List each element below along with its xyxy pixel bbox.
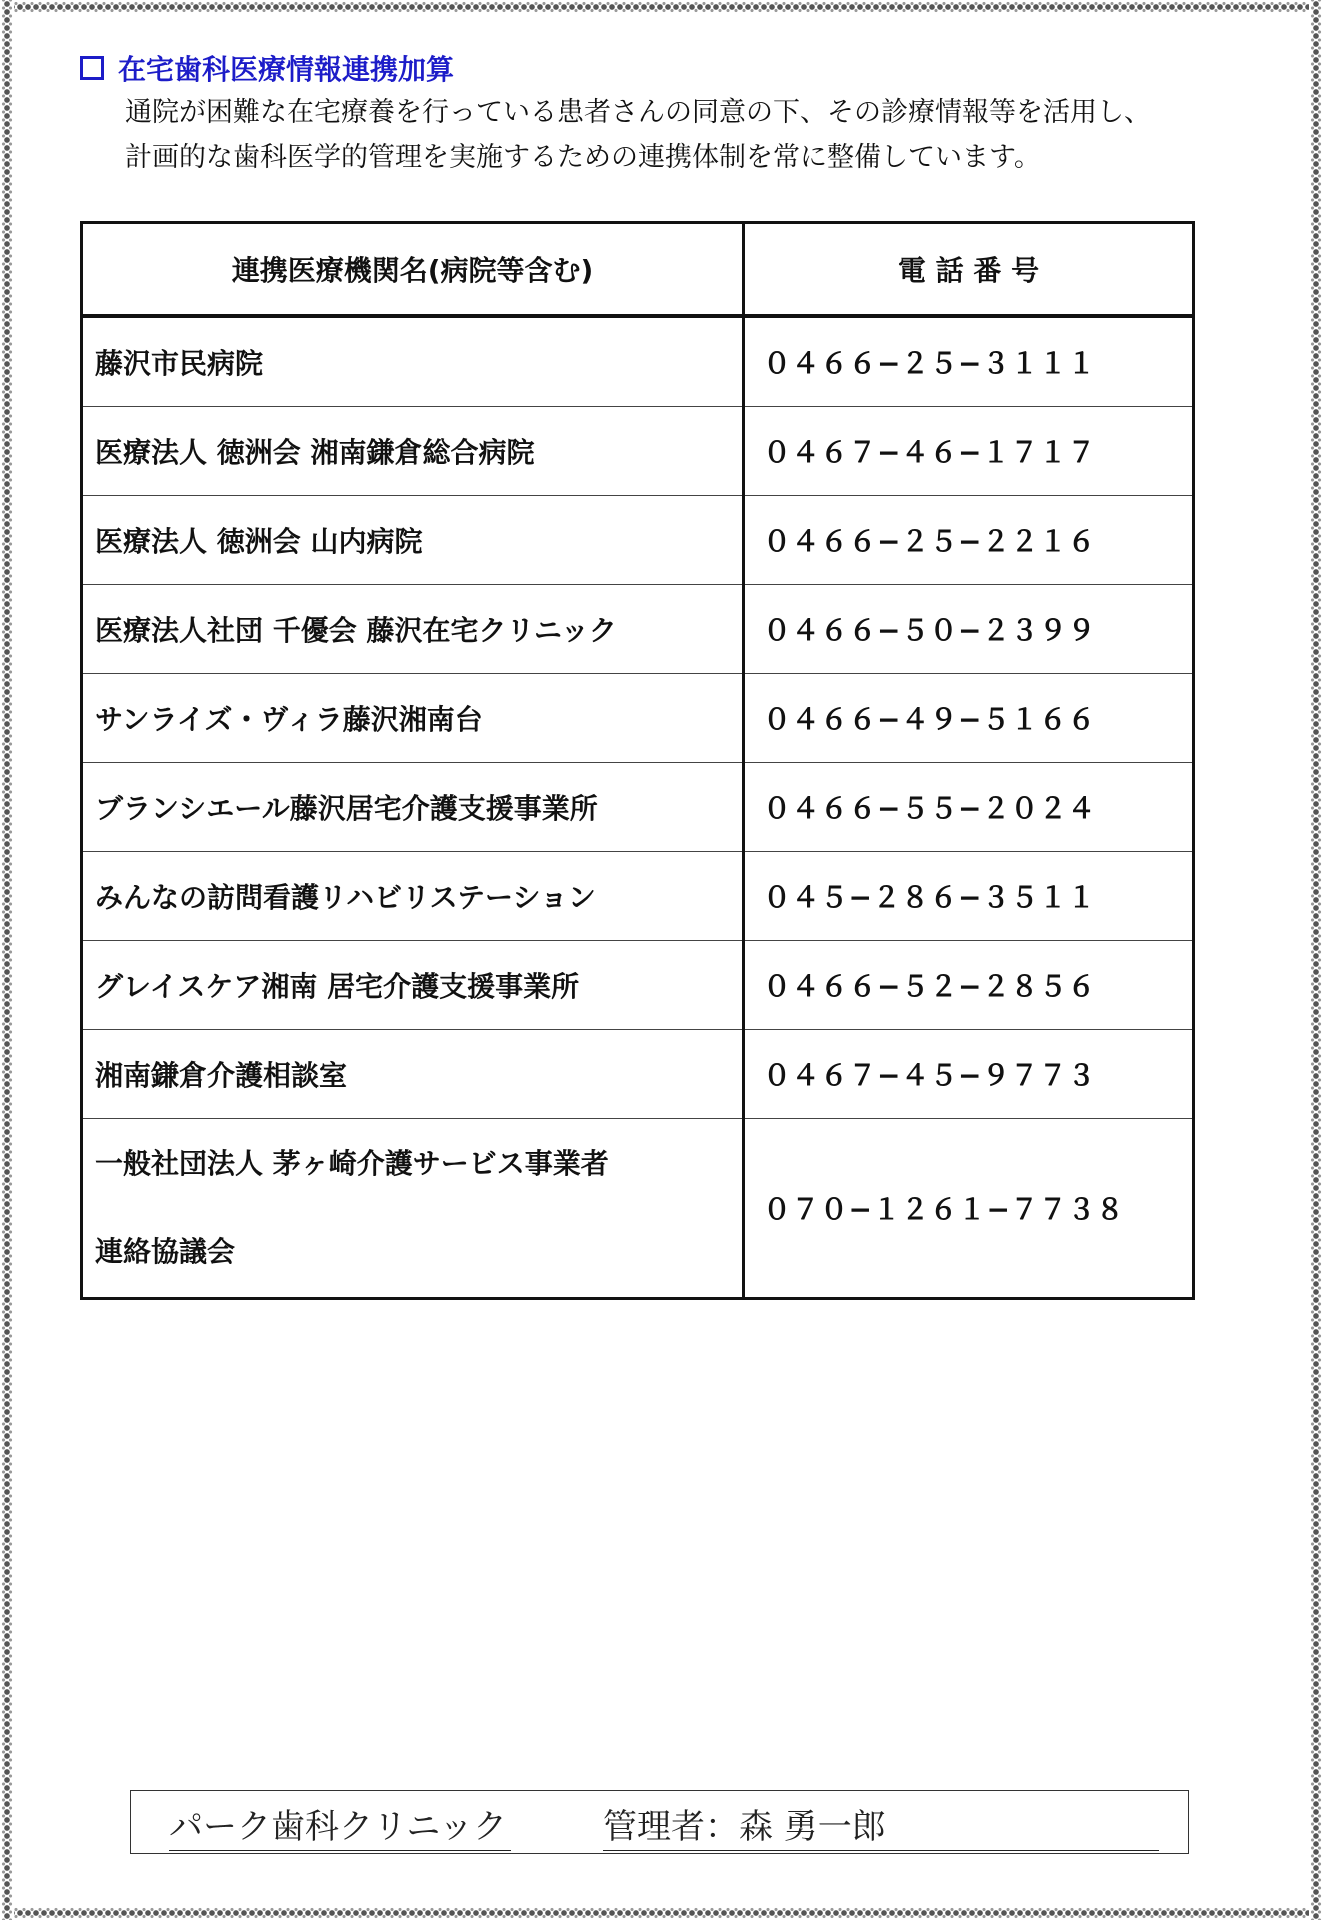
institution-name: みんなの訪問看護リハビリステーション [82,852,744,941]
table-row [82,763,1194,852]
section-title: 在宅歯科医療情報連携加算 [118,53,455,86]
institution-name-line-2: 連絡協議会 [95,1235,236,1268]
phone-number: ０４６６−５５−２０２４ [744,763,1194,852]
institution-name: 医療法人社団 千優会 藤沢在宅クリニック [82,585,744,674]
table-row [82,674,1194,763]
table-row [82,1030,1194,1119]
clinic-name: パーク歯科クリニック [169,1799,511,1851]
phone-number: ０４６６−２５−３１１１ [744,316,1194,407]
institution-name: サンライズ・ヴィラ藤沢湘南台 [82,674,744,763]
header-phone-number: 電 話 番 号 [744,223,1194,317]
institution-name: ブランシエール藤沢居宅介護支援事業所 [82,763,744,852]
phone-number: ０４６６−２５−２２１６ [744,496,1194,585]
phone-number: ０４６７−４６−１７１７ [744,407,1194,496]
institution-name [82,1119,744,1299]
footer-signature-box [130,1790,1189,1854]
phone-number: ０４６６−５０−２３９９ [744,585,1194,674]
table-row [82,316,1194,407]
section-heading [80,48,454,88]
institution-name: 医療法人 徳洲会 湘南鎌倉総合病院 [82,407,744,496]
header-institution-name: 連携医療機関名(病院等含む) [82,223,744,317]
border-top [0,0,1323,14]
institution-name: 医療法人 徳洲会 山内病院 [82,496,744,585]
border-bottom [0,1906,1323,1920]
intro-text [125,90,1275,180]
checkbox-icon [80,56,104,80]
phone-number: ０７０−１２６１−７７３８ [744,1119,1194,1299]
intro-line-2: 計画的な歯科医学的管理を実施するための連携体制を常に整備しています。 [125,142,1041,173]
phone-number: ０４５−２８６−３５１１ [744,852,1194,941]
phone-number: ０４６６−４９−５１６６ [744,674,1194,763]
table-row [82,1119,1194,1299]
institution-name: 湘南鎌倉介護相談室 [82,1030,744,1119]
table-header-row [82,223,1194,317]
table-row [82,496,1194,585]
border-left [0,0,14,1920]
manager-name: 管理者：森 勇一郎 [603,1799,1159,1851]
table-row [82,585,1194,674]
institution-name: 藤沢市民病院 [82,316,744,407]
phone-number: ０４６６−５２−２８５６ [744,941,1194,1030]
intro-line-1: 通院が困難な在宅療養を行っている患者さんの同意の下、その診療情報等を活用し、 [125,97,1151,128]
institution-name-line-1: 一般社団法人 茅ヶ崎介護サービス事業者 [95,1147,609,1180]
phone-number: ０４６７−４５−９７７３ [744,1030,1194,1119]
border-right [1309,0,1323,1920]
partner-institutions-table [80,221,1195,1300]
table-row [82,941,1194,1030]
institution-name: グレイスケア湘南 居宅介護支援事業所 [82,941,744,1030]
table-row [82,407,1194,496]
table-row [82,852,1194,941]
